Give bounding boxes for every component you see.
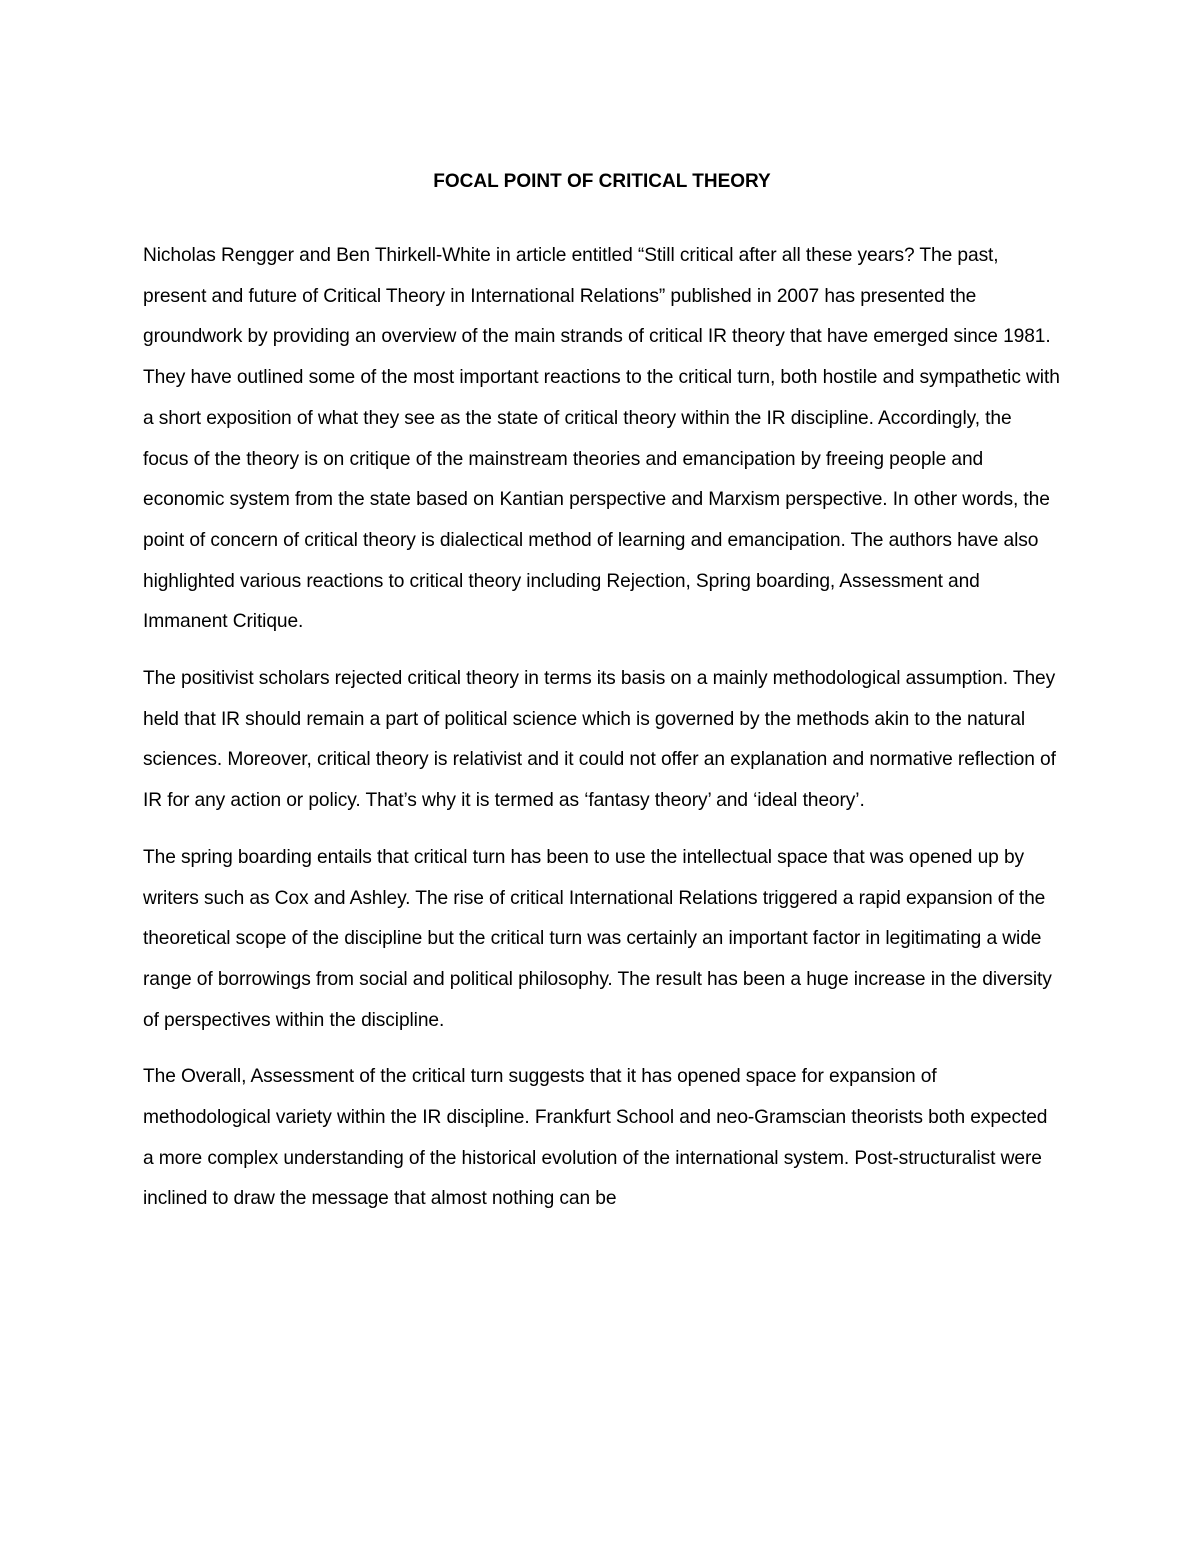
paragraph-spring-boarding: The spring boarding entails that critical turn has been to use the intellectual space that was opened up by writers such as Cox and Ashley. The rise of critical International Relations triggered a rapid expansion of the theoretical scope of the discipline but the critical turn was certainly an important factor in legitimating a wide range of borrowings from social and political philosophy. The result has been a huge increase in the diversity of perspectives within the discipline.: [143, 846, 1052, 1031]
paragraph-intro: Nicholas Rengger and Ben Thirkell-White in article entitled “Still critical after all these years? The past, present and future of Critical Theory in International Relations” published in 2007 has presented the groundwork by providing an overview of the main strands of critical IR theory that have emerged since 1981. They have outlined some of the most important reactions to the critical turn, both hostile and sympathetic with a short exposition of what they see as the state of critical theory within the IR discipline. Accordingly, the focus of the theory is on critique of the mainstream theories and emancipation by freeing people and economic system from the state based on Kantian perspective and Marxism perspective. In other words, the point of concern of critical theory is dialectical method of learning and emancipation. The authors have also highlighted various reactions to critical theory including Rejection, Spring boarding, Assessment and Immanent Critique.: [143, 245, 1060, 633]
paragraph-assessment: The Overall, Assessment of the critical turn suggests that it has opened space for expansion of methodological variety within the IR discipline. Frankfurt School and neo-Gramscian theorists both expected a more complex understanding of the historical evolution of the international system. Post-structuralist were inclined to draw the message that almost nothing can be: [143, 1066, 1048, 1210]
document-body: [143, 170, 1061, 1236]
document-title: FOCAL POINT OF CRITICAL THEORY: [433, 171, 771, 192]
paragraph-rejection: The positivist scholars rejected critical theory in terms its basis on a mainly methodological assumption. They held that IR should remain a part of political science which is governed by the methods akin to the natural sciences. Moreover, critical theory is relativist and it could not offer an explanation and normative reflection of IR for any action or policy. That’s why it is termed as ‘fantasy theory’ and ‘ideal theory’.: [143, 668, 1056, 812]
